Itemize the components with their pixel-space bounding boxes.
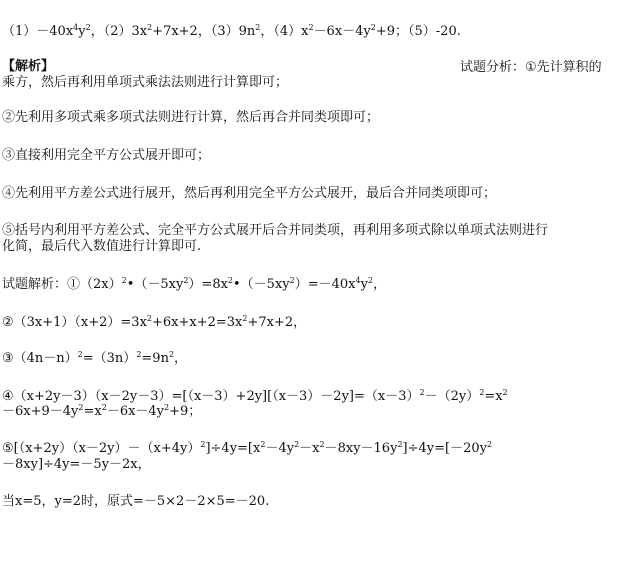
- superscript: 2: [85, 23, 91, 32]
- superscript: 2: [227, 276, 234, 285]
- solution-line-6: [2, 441, 492, 457]
- text-run: ）=8x: [188, 277, 228, 292]
- text-run: +6x+x+2=3x: [152, 315, 243, 330]
- superscript: 2: [183, 276, 189, 285]
- superscript: 2: [502, 388, 508, 397]
- text-run: －（2y）: [424, 389, 480, 404]
- text-run: ]÷4y=[x: [205, 441, 261, 456]
- solution-line-7: [2, 457, 151, 473]
- analysis-step-2: ②先利用多项式乘多项式法则进行计算，然后再合并同类项即可；: [2, 110, 380, 125]
- superscript: 2: [294, 440, 300, 449]
- superscript: 2: [289, 276, 295, 285]
- text-run: －6x+9－4y: [2, 404, 79, 419]
- superscript: 2: [78, 403, 84, 412]
- superscript: 2: [260, 440, 266, 449]
- analysis-step-5a: ⑤括号内利用平方差公式、完全平方公式展开后合并同类项，再利用多项式除以单项式法则进行: [2, 223, 549, 238]
- text-run: ②（3x+1）（x+2）=3x: [2, 315, 147, 330]
- analysis-step-4: ④先利用平方差公式进行展开，然后再利用完全平方公式展开，最后合并同类项即可；: [2, 186, 497, 201]
- text-run: =x: [83, 404, 102, 419]
- superscript: 2: [147, 23, 153, 32]
- solution-line-1: [2, 277, 386, 293]
- text-run: +7x+2，: [247, 315, 307, 330]
- text-run: +7x+2，（3）9n: [152, 24, 256, 39]
- superscript: 2: [146, 314, 153, 323]
- analysis-step-3: ③直接利用完全平方公式展开即可；: [2, 148, 211, 163]
- text-run: •（－5xy: [233, 277, 290, 292]
- text-run: ，: [373, 277, 387, 292]
- analysis-header: 【解析】: [2, 59, 55, 74]
- text-run: ，: [174, 351, 188, 366]
- text-run: 试题解析：①（2x）: [2, 277, 122, 292]
- superscript: 2: [319, 440, 325, 449]
- text-run: ③（4n－n）: [2, 351, 78, 366]
- text-run: ）=－40x: [294, 277, 356, 292]
- solution-line-3: [2, 351, 187, 367]
- superscript: 2: [308, 23, 314, 32]
- solution-line-5: [2, 404, 201, 420]
- text-run: =9n: [141, 351, 169, 366]
- text-run: +9；: [169, 404, 202, 419]
- text-run: ，（2）3x: [90, 24, 148, 39]
- solution-line-8: [2, 494, 269, 510]
- text-run: +9；（5）-20.: [375, 24, 461, 39]
- text-run: 当x=5，y=2时，原式=－5×2－2×5=－20.: [2, 494, 270, 509]
- text-run: ⑤[（x+2y）（x－2y）－（x+4y）: [2, 441, 201, 456]
- superscript: 2: [255, 23, 261, 32]
- text-run: y: [360, 277, 368, 292]
- superscript: 2: [200, 440, 206, 449]
- text-run: －8xy]÷4y=－5y－2x，: [2, 457, 151, 472]
- text-run: ④（x+2y－3）（x－2y－3）=[（x－3）+2y][（x－3）－2y]=（x－3）: [2, 389, 420, 404]
- superscript: 2: [168, 350, 175, 359]
- superscript: 4: [355, 276, 361, 285]
- text-run: －4y: [265, 441, 295, 456]
- text-run: y: [78, 24, 86, 39]
- analysis-side-note: 试题分析：①先计算积的: [460, 60, 602, 75]
- text-run: ]÷4y=[－20y: [402, 441, 487, 456]
- superscript: 4: [73, 23, 79, 32]
- text-run: －6x－4y: [313, 24, 371, 39]
- text-run: －6x－4y: [106, 404, 165, 419]
- text-run: －x: [299, 441, 320, 456]
- solution-line-2: [2, 315, 306, 331]
- superscript: 2: [419, 388, 425, 397]
- superscript: 2: [101, 403, 107, 412]
- superscript: 2: [367, 276, 374, 285]
- superscript: 2: [77, 350, 83, 359]
- answers-line: [2, 24, 461, 40]
- analysis-step-5b: 化简，最后代入数值进行计算即可.: [2, 239, 202, 254]
- analysis-step-1: 乘方，然后再利用单项式乘法法则进行计算即可；: [2, 75, 289, 90]
- text-run: ，（4）x: [260, 24, 309, 39]
- superscript: 2: [242, 314, 248, 323]
- superscript: 2: [486, 440, 493, 449]
- superscript: 2: [121, 276, 127, 285]
- text-run: •（－5xy: [126, 277, 184, 292]
- superscript: 2: [479, 388, 485, 397]
- text-run: =x: [484, 389, 503, 404]
- text-run: （1）－40x: [2, 24, 74, 39]
- superscript: 2: [136, 350, 142, 359]
- superscript: 2: [370, 23, 376, 32]
- text-run: =（3n）: [82, 351, 137, 366]
- text-run: －8xy－16y: [324, 441, 398, 456]
- superscript: 2: [164, 403, 170, 412]
- superscript: 2: [397, 440, 403, 449]
